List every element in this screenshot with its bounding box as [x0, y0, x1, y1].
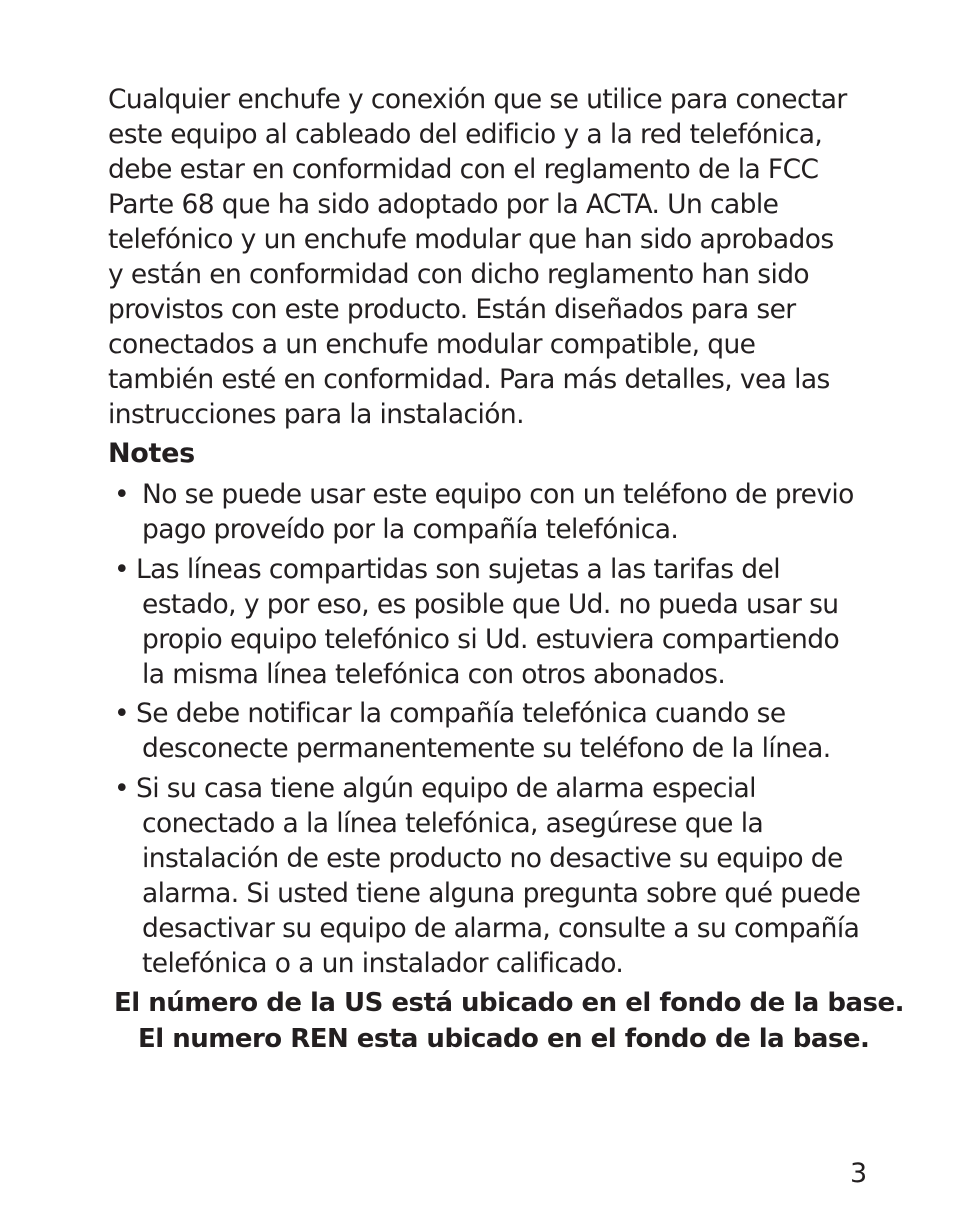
intro-line: Cualquier enchufe y conexión que se utilice para conectar [108, 84, 847, 115]
intro-line: telefónico y un enchufe modular que han sido aprobados [108, 224, 834, 255]
note-line: instalación de este producto no desactive su equipo de [142, 843, 843, 874]
bullet-icon: • [114, 554, 130, 585]
note-line: telefónica o a un instalador calificado. [142, 948, 624, 979]
intro-line: provistos con este producto. Están diseñados para ser [108, 294, 796, 325]
bullet-icon: • [114, 698, 130, 729]
bullet-icon: • [114, 773, 130, 804]
intro-line: y están en conformidad con dicho reglamento han sido [108, 259, 810, 290]
note-line: Se debe notificar la compañía telefónica cuando se [136, 698, 786, 729]
note-text [136, 771, 861, 981]
note-line: la misma línea telefónica con otros abonados. [142, 659, 726, 690]
note-line: propio equipo telefónico si Ud. estuviera compartiendo [142, 624, 840, 655]
note-line: conectado a la línea telefónica, asegúrese que la [142, 808, 764, 839]
note-text [136, 552, 840, 692]
intro-line: debe estar en conformidad con el reglamento de la FCC [108, 154, 819, 185]
intro-line: Parte 68 que ha sido adoptado por la ACTA. Un cable [108, 189, 779, 220]
note-line: Las líneas compartidas son sujetas a las tarifas del [136, 554, 780, 585]
note-text [142, 477, 854, 547]
us-number-notice: El número de la US está ubicado en el fondo de la base. [114, 988, 905, 1018]
note-line: desconecte permanentemente su teléfono de la línea. [142, 733, 831, 764]
intro-line: este equipo al cableado del edificio y a la red telefónica, [108, 119, 823, 150]
intro-line: conectados a un enchufe modular compatible, que [108, 329, 756, 360]
note-line: estado, y por eso, es posible que Ud. no pueda usar su [142, 589, 839, 620]
notes-heading: Notes [108, 438, 195, 469]
bullet-icon: • [114, 479, 130, 510]
note-line: alarma. Si usted tiene alguna pregunta sobre qué puede [142, 878, 861, 909]
note-line: pago proveído por la compañía telefónica. [142, 514, 679, 545]
note-line: No se puede usar este equipo con un teléfono de previo [142, 479, 854, 510]
intro-line: instrucciones para la instalación. [108, 399, 524, 430]
intro-paragraph [108, 82, 868, 432]
note-line: desactivar su equipo de alarma, consulte a su compañía [142, 913, 860, 944]
intro-line: también esté en conformidad. Para más detalles, vea las [108, 364, 830, 395]
page-number: 3 [850, 1158, 868, 1189]
note-line: Si su casa tiene algún equipo de alarma especial [136, 773, 756, 804]
ren-number-notice: El numero REN esta ubicado en el fondo de la base. [138, 1024, 870, 1054]
note-text [136, 696, 831, 766]
